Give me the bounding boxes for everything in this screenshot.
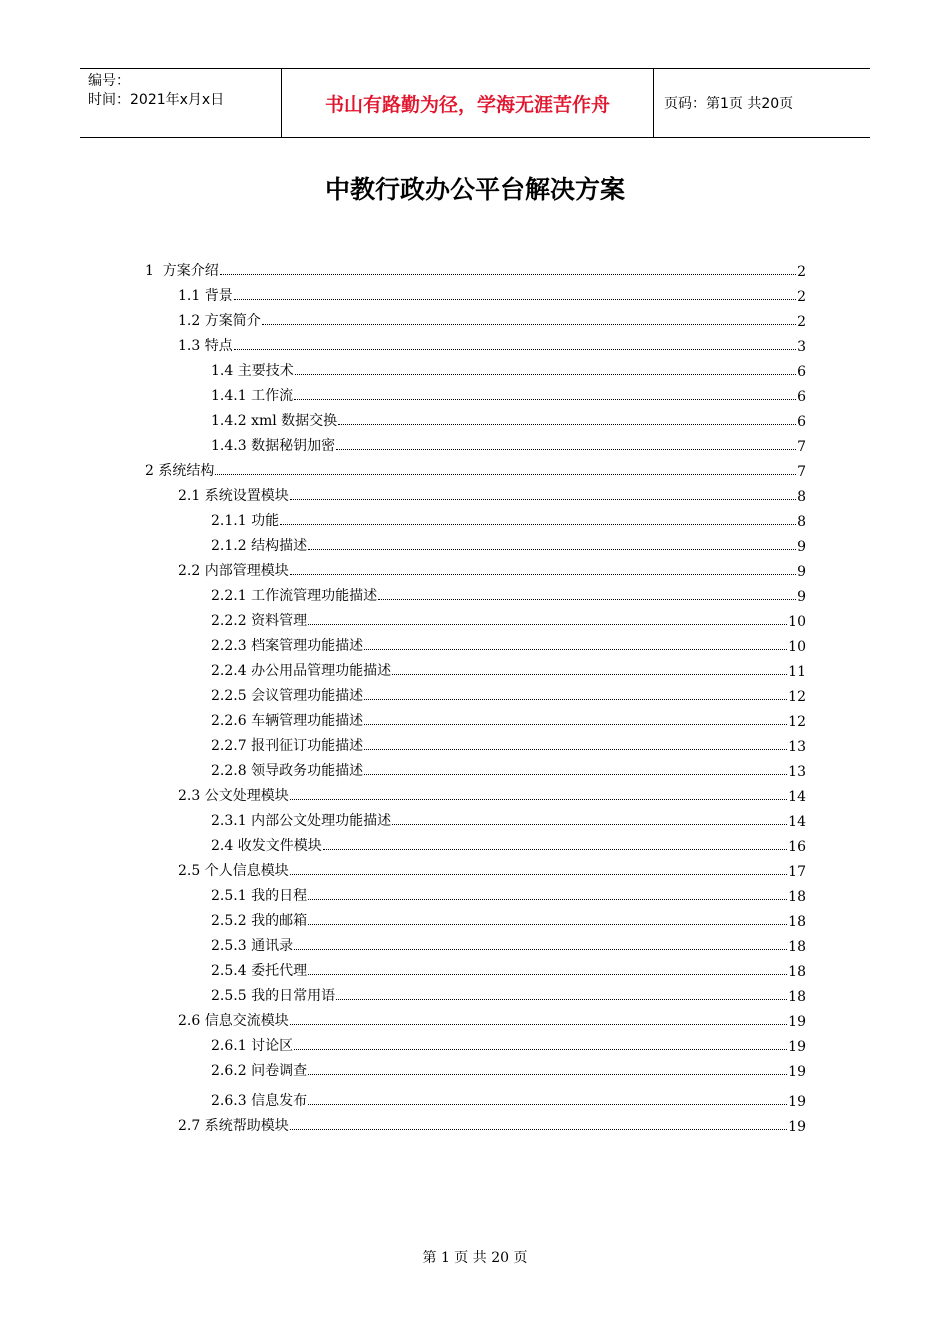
toc-leader-dots	[294, 1049, 787, 1050]
toc-entry-page: 13	[788, 764, 806, 780]
toc-entry[interactable]	[211, 833, 806, 855]
toc-entry[interactable]	[211, 383, 806, 405]
toc-entry[interactable]	[211, 958, 806, 980]
toc-entry[interactable]	[178, 308, 806, 330]
toc-entry[interactable]	[211, 508, 806, 530]
toc-entry-label: 2.5.1 我的日程	[211, 888, 308, 904]
toc-entry-label: 2.7 系统帮助模块	[178, 1118, 289, 1134]
toc-leader-dots	[364, 724, 787, 725]
toc-entry-label: 2.5.3 通讯录	[211, 938, 294, 954]
toc-entry[interactable]	[211, 983, 806, 1005]
toc-entry[interactable]	[211, 658, 806, 680]
toc-entry-page: 19	[788, 1014, 806, 1030]
toc-entry-page: 12	[788, 689, 806, 705]
toc-entry-page: 10	[788, 614, 806, 630]
toc-entry-label: 2.1.1 功能	[211, 513, 280, 529]
toc-entry-label: 2.2 内部管理模块	[178, 563, 289, 579]
toc-entry-label: 2.2.1 工作流管理功能描述	[211, 588, 378, 604]
toc-entry[interactable]	[211, 408, 806, 430]
toc-entry-page: 12	[788, 714, 806, 730]
toc-entry-page: 6	[797, 364, 806, 380]
toc-entry-label: 2.1.2 结构描述	[211, 538, 308, 554]
toc-entry[interactable]	[178, 483, 806, 505]
toc-leader-dots	[280, 524, 796, 525]
toc-entry[interactable]	[178, 558, 806, 580]
header-motto: 书山有路勤为径，学海无涯苦作舟	[282, 69, 654, 137]
toc-entry-label: 2.2.5 会议管理功能描述	[211, 688, 364, 704]
toc-entry-page: 19	[788, 1039, 806, 1055]
toc-entry-label: 2 系统结构	[145, 463, 215, 479]
toc-entry-page: 11	[788, 664, 806, 680]
toc-entry-page: 18	[788, 914, 806, 930]
toc-entry-label: 2.6.3 信息发布	[211, 1093, 308, 1109]
toc-entry[interactable]	[211, 808, 806, 830]
toc-entry-page: 14	[788, 814, 806, 830]
toc-leader-dots	[364, 649, 787, 650]
toc-leader-dots	[290, 799, 787, 800]
toc-entry-page: 7	[797, 439, 806, 455]
toc-entry-label: 2.2.4 办公用品管理功能描述	[211, 663, 392, 679]
toc-leader-dots	[215, 474, 796, 475]
toc-entry-page: 9	[797, 564, 806, 580]
toc-entry-page: 7	[797, 464, 806, 480]
toc-entry-label: 2.5.5 我的日常用语	[211, 988, 336, 1004]
toc-leader-dots	[220, 274, 796, 275]
toc-leader-dots	[308, 624, 787, 625]
toc-leader-dots	[378, 599, 796, 600]
toc-entry[interactable]	[145, 458, 806, 480]
header-page-info: 页码：第1页 共20页	[664, 96, 794, 112]
toc-entry[interactable]	[178, 283, 806, 305]
toc-entry[interactable]	[211, 758, 806, 780]
toc-entry-page: 8	[797, 514, 806, 530]
page-header	[80, 68, 870, 138]
toc-entry-page: 8	[797, 489, 806, 505]
toc-entry-label: 2.6 信息交流模块	[178, 1013, 289, 1029]
toc-entry-page: 9	[797, 589, 806, 605]
toc-entry[interactable]	[211, 933, 806, 955]
toc-leader-dots	[290, 574, 796, 575]
toc-entry-label: 1.4.3 数据秘钥加密	[211, 438, 336, 454]
toc-leader-dots	[290, 1129, 787, 1130]
toc-entry-label: 2.6.1 讨论区	[211, 1038, 294, 1054]
toc-entry-label: 2.2.8 领导政务功能描述	[211, 763, 364, 779]
time-label: 时间：2021年x月x日	[88, 92, 225, 108]
toc-entry[interactable]	[211, 1088, 806, 1110]
toc-entry[interactable]	[178, 1113, 806, 1135]
toc-entry-label: 1.2 方案简介	[178, 313, 261, 329]
toc-entry[interactable]	[211, 1033, 806, 1055]
toc-entry-label: 2.2.6 车辆管理功能描述	[211, 713, 364, 729]
toc-entry[interactable]	[178, 783, 806, 805]
toc-entry-label: 1.4.2 xml 数据交换	[211, 413, 338, 429]
toc-leader-dots	[290, 874, 787, 875]
toc-leader-dots	[308, 899, 787, 900]
toc-entry-page: 9	[797, 539, 806, 555]
document-title: 中教行政办公平台解决方案	[324, 175, 625, 204]
toc-entry-label: 2.3 公文处理模块	[178, 788, 289, 804]
toc-leader-dots	[323, 849, 787, 850]
toc-leader-dots	[336, 449, 796, 450]
toc-entry[interactable]	[211, 433, 806, 455]
toc-entry[interactable]	[178, 333, 806, 355]
toc-entry-page: 19	[788, 1064, 806, 1080]
toc-entry[interactable]	[211, 733, 806, 755]
toc-entry-label: 2.5.2 我的邮箱	[211, 913, 308, 929]
toc-entry-page: 19	[788, 1094, 806, 1110]
toc-entry-page: 2	[797, 314, 806, 330]
toc-entry-label: 2.6.2 问卷调查	[211, 1063, 308, 1079]
toc-entry-label: 1.3 特点	[178, 338, 233, 354]
toc-entry-page: 18	[788, 889, 806, 905]
toc-entry-label: 2.2.2 资料管理	[211, 613, 308, 629]
toc-leader-dots	[234, 349, 796, 350]
toc-entry-label: 1.4 主要技术	[211, 363, 294, 379]
toc-entry-page: 14	[788, 789, 806, 805]
toc-entry-label: 2.4 收发文件模块	[211, 838, 322, 854]
toc-entry[interactable]	[211, 1058, 806, 1080]
toc-leader-dots	[295, 374, 796, 375]
toc-entry[interactable]	[211, 583, 806, 605]
toc-entry[interactable]	[178, 858, 806, 880]
toc-leader-dots	[308, 974, 787, 975]
number-label: 编号：	[88, 73, 130, 89]
toc-leader-dots	[392, 674, 787, 675]
toc-leader-dots	[308, 1104, 787, 1105]
toc-entry-label: 1.4.1 工作流	[211, 388, 294, 404]
toc-leader-dots	[364, 749, 787, 750]
toc-entry-label: 2.3.1 内部公文处理功能描述	[211, 813, 392, 829]
toc-entry-page: 3	[797, 339, 806, 355]
toc-entry[interactable]	[211, 633, 806, 655]
toc-leader-dots	[294, 399, 796, 400]
toc-leader-dots	[392, 824, 787, 825]
toc-entry-label: 2.5.4 委托代理	[211, 963, 308, 979]
toc-entry[interactable]	[211, 883, 806, 905]
toc-leader-dots	[336, 999, 787, 1000]
toc-entry-page: 18	[788, 964, 806, 980]
toc-entry-page: 2	[797, 289, 806, 305]
toc-entry-page: 16	[788, 839, 806, 855]
toc-entry[interactable]	[211, 683, 806, 705]
toc-leader-dots	[262, 324, 796, 325]
page-footer: 第 1 页 共 20 页	[422, 1250, 528, 1266]
toc-entry-page: 6	[797, 414, 806, 430]
toc-entry-page: 18	[788, 989, 806, 1005]
toc-entry[interactable]	[211, 533, 806, 555]
toc-entry-page: 18	[788, 939, 806, 955]
toc-entry-page: 13	[788, 739, 806, 755]
toc-entry-page: 10	[788, 639, 806, 655]
toc-entry-label: 2.1 系统设置模块	[178, 488, 289, 504]
toc-entry-page: 19	[788, 1119, 806, 1135]
toc-entry-label: 1 方案介绍	[145, 263, 219, 279]
toc-entry-page: 6	[797, 389, 806, 405]
toc-entry[interactable]	[211, 358, 806, 380]
toc-entry-page: 2	[797, 264, 806, 280]
toc-entry-label: 2.2.7 报刊征订功能描述	[211, 738, 364, 754]
toc-entry[interactable]	[211, 708, 806, 730]
toc-leader-dots	[364, 699, 787, 700]
toc-entry-label: 2.2.3 档案管理功能描述	[211, 638, 364, 654]
toc-entry[interactable]	[211, 608, 806, 630]
toc-leader-dots	[308, 549, 796, 550]
toc-entry[interactable]	[178, 1008, 806, 1030]
toc-leader-dots	[294, 949, 787, 950]
toc-entry-label: 1.1 背景	[178, 288, 233, 304]
toc-leader-dots	[290, 499, 796, 500]
toc-leader-dots	[364, 774, 787, 775]
toc-entry-page: 17	[788, 864, 806, 880]
toc-leader-dots	[308, 924, 787, 925]
toc-entry[interactable]	[211, 908, 806, 930]
toc-entry-label: 2.5 个人信息模块	[178, 863, 289, 879]
toc-leader-dots	[234, 299, 796, 300]
header-meta	[80, 69, 282, 137]
toc-leader-dots	[338, 424, 796, 425]
toc-entry[interactable]	[145, 258, 806, 280]
toc-leader-dots	[290, 1024, 787, 1025]
toc-leader-dots	[308, 1074, 787, 1075]
